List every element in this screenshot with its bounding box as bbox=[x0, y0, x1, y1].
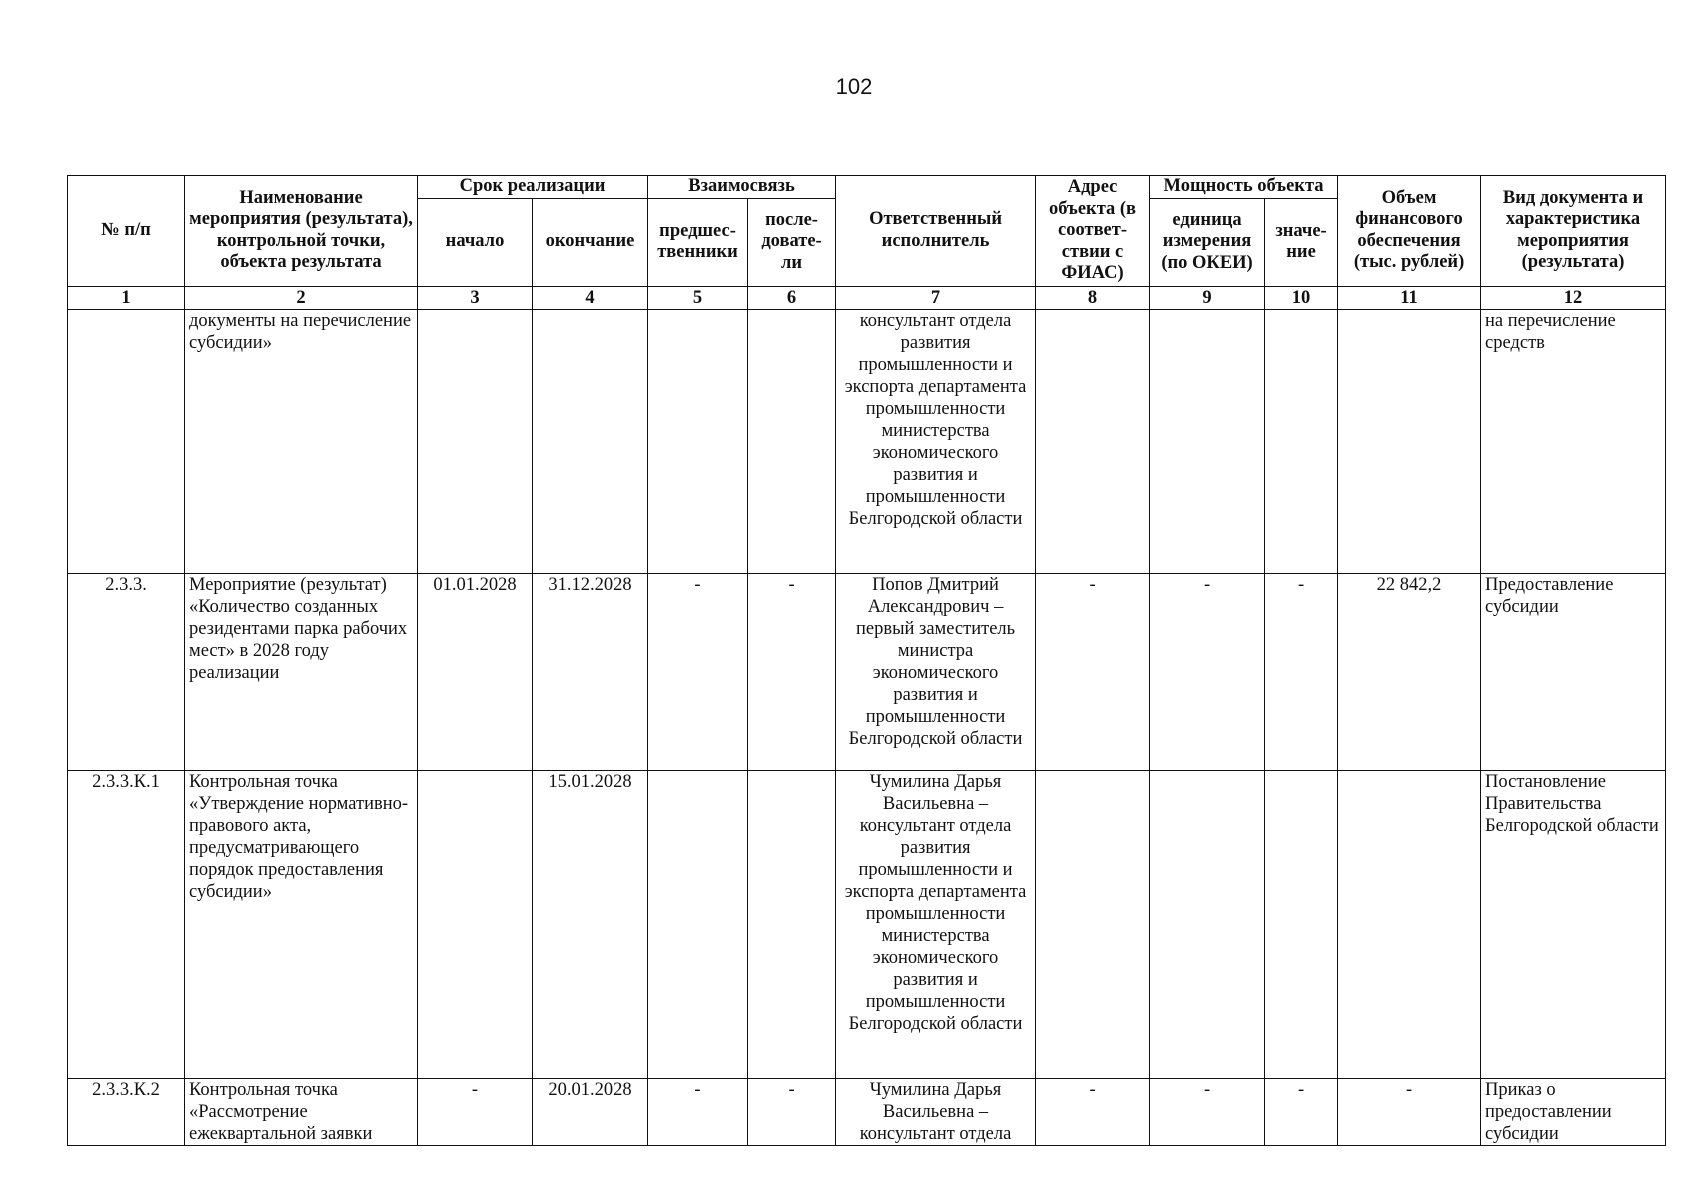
row-address bbox=[1036, 309, 1150, 573]
row-successors bbox=[748, 309, 836, 573]
header-responsible: Ответственный исполнитель bbox=[836, 176, 1036, 287]
row-end: 20.01.2028 bbox=[533, 1078, 648, 1145]
row-start bbox=[418, 770, 533, 1078]
column-number: 4 bbox=[533, 286, 648, 309]
row-name: Контрольная точка «Утверждение нормативно-правового акта, предусматривающего порядок предоставления субсидии» bbox=[185, 770, 418, 1078]
row-predecessors bbox=[648, 309, 748, 573]
column-number: 12 bbox=[1481, 286, 1666, 309]
header-address: Адрес объекта (в соответ-ствии с ФИАС) bbox=[1036, 176, 1150, 287]
header-end: окончание bbox=[533, 198, 648, 286]
row-address: - bbox=[1036, 573, 1150, 770]
table-row bbox=[68, 309, 1666, 573]
row-start: - bbox=[418, 1078, 533, 1145]
row-predecessors: - bbox=[648, 1078, 748, 1145]
row-name: Контрольная точка «Рассмотрение ежеквартальной заявки bbox=[185, 1078, 418, 1145]
header-financing: Объем финансового обеспечения (тыс. рублей) bbox=[1338, 176, 1481, 287]
row-value bbox=[1265, 309, 1338, 573]
row-successors: - bbox=[748, 573, 836, 770]
row-value bbox=[1265, 770, 1338, 1078]
plan-table bbox=[67, 175, 1666, 1146]
table-header bbox=[68, 176, 1666, 310]
row-start bbox=[418, 309, 533, 573]
header-name: Наименование мероприятия (результата), контрольной точки, объекта результата bbox=[185, 176, 418, 287]
row-document: на перечисление средств bbox=[1481, 309, 1666, 573]
row-responsible: консультант отдела развития промышленности и экспорта департамента промышленности министерства экономического развития и промышленности Белгородской области bbox=[836, 309, 1036, 573]
row-document: Приказ о предоставлении субсидии bbox=[1481, 1078, 1666, 1145]
row-responsible: Чумилина Дарья Васильевна – консультант отдела развития промышленности и экспорта департамента промышленности министерства экономического развития и промышленности Белгородской области bbox=[836, 770, 1036, 1078]
row-financing bbox=[1338, 770, 1481, 1078]
column-number: 6 bbox=[748, 286, 836, 309]
header-term-group: Срок реализации bbox=[418, 176, 648, 199]
column-number: 8 bbox=[1036, 286, 1150, 309]
column-number: 11 bbox=[1338, 286, 1481, 309]
table-row bbox=[68, 573, 1666, 770]
header-start: начало bbox=[418, 198, 533, 286]
row-name: Мероприятие (результат) «Количество созданных резидентами парка рабочих мест» в 2028 году реализации bbox=[185, 573, 418, 770]
row-end: 31.12.2028 bbox=[533, 573, 648, 770]
header-predecessors: предшес-твенники bbox=[648, 198, 748, 286]
header-link-group: Взаимосвязь bbox=[648, 176, 836, 199]
row-unit bbox=[1150, 770, 1265, 1078]
row-number: 2.3.3.К.2 bbox=[68, 1078, 185, 1145]
table-row bbox=[68, 770, 1666, 1078]
row-responsible: Попов Дмитрий Александрович – первый заместитель министра экономического развития и промышленности Белгородской области bbox=[836, 573, 1036, 770]
header-unit: единица измерения (по ОКЕИ) bbox=[1150, 198, 1265, 286]
row-address bbox=[1036, 770, 1150, 1078]
table-row bbox=[68, 1078, 1666, 1145]
row-name: документы на перечисление субсидии» bbox=[185, 309, 418, 573]
header-document: Вид документа и характеристика мероприятия (результата) bbox=[1481, 176, 1666, 287]
row-address: - bbox=[1036, 1078, 1150, 1145]
row-financing: 22 842,2 bbox=[1338, 573, 1481, 770]
column-number: 7 bbox=[836, 286, 1036, 309]
column-number: 9 bbox=[1150, 286, 1265, 309]
row-predecessors: - bbox=[648, 573, 748, 770]
row-end: 15.01.2028 bbox=[533, 770, 648, 1078]
row-value: - bbox=[1265, 573, 1338, 770]
row-start: 01.01.2028 bbox=[418, 573, 533, 770]
column-number: 10 bbox=[1265, 286, 1338, 309]
row-successors bbox=[748, 770, 836, 1078]
header-successors: после-довате-ли bbox=[748, 198, 836, 286]
row-number bbox=[68, 309, 185, 573]
header-num: № п/п bbox=[68, 176, 185, 287]
column-number: 3 bbox=[418, 286, 533, 309]
row-number: 2.3.3. bbox=[68, 573, 185, 770]
row-unit: - bbox=[1150, 1078, 1265, 1145]
row-responsible: Чумилина Дарья Васильевна – консультант отдела bbox=[836, 1078, 1036, 1145]
column-number: 2 bbox=[185, 286, 418, 309]
row-financing: - bbox=[1338, 1078, 1481, 1145]
column-number: 5 bbox=[648, 286, 748, 309]
row-value: - bbox=[1265, 1078, 1338, 1145]
row-document: Постановление Правительства Белгородской области bbox=[1481, 770, 1666, 1078]
page-number: 102 bbox=[835, 74, 873, 99]
header-capacity-group: Мощность объекта bbox=[1150, 176, 1338, 199]
row-unit bbox=[1150, 309, 1265, 573]
row-end bbox=[533, 309, 648, 573]
row-successors: - bbox=[748, 1078, 836, 1145]
row-financing bbox=[1338, 309, 1481, 573]
row-unit: - bbox=[1150, 573, 1265, 770]
row-number: 2.3.3.К.1 bbox=[68, 770, 185, 1078]
header-value: значе-ние bbox=[1265, 198, 1338, 286]
row-document: Предоставление субсидии bbox=[1481, 573, 1666, 770]
row-predecessors bbox=[648, 770, 748, 1078]
column-number: 1 bbox=[68, 286, 185, 309]
